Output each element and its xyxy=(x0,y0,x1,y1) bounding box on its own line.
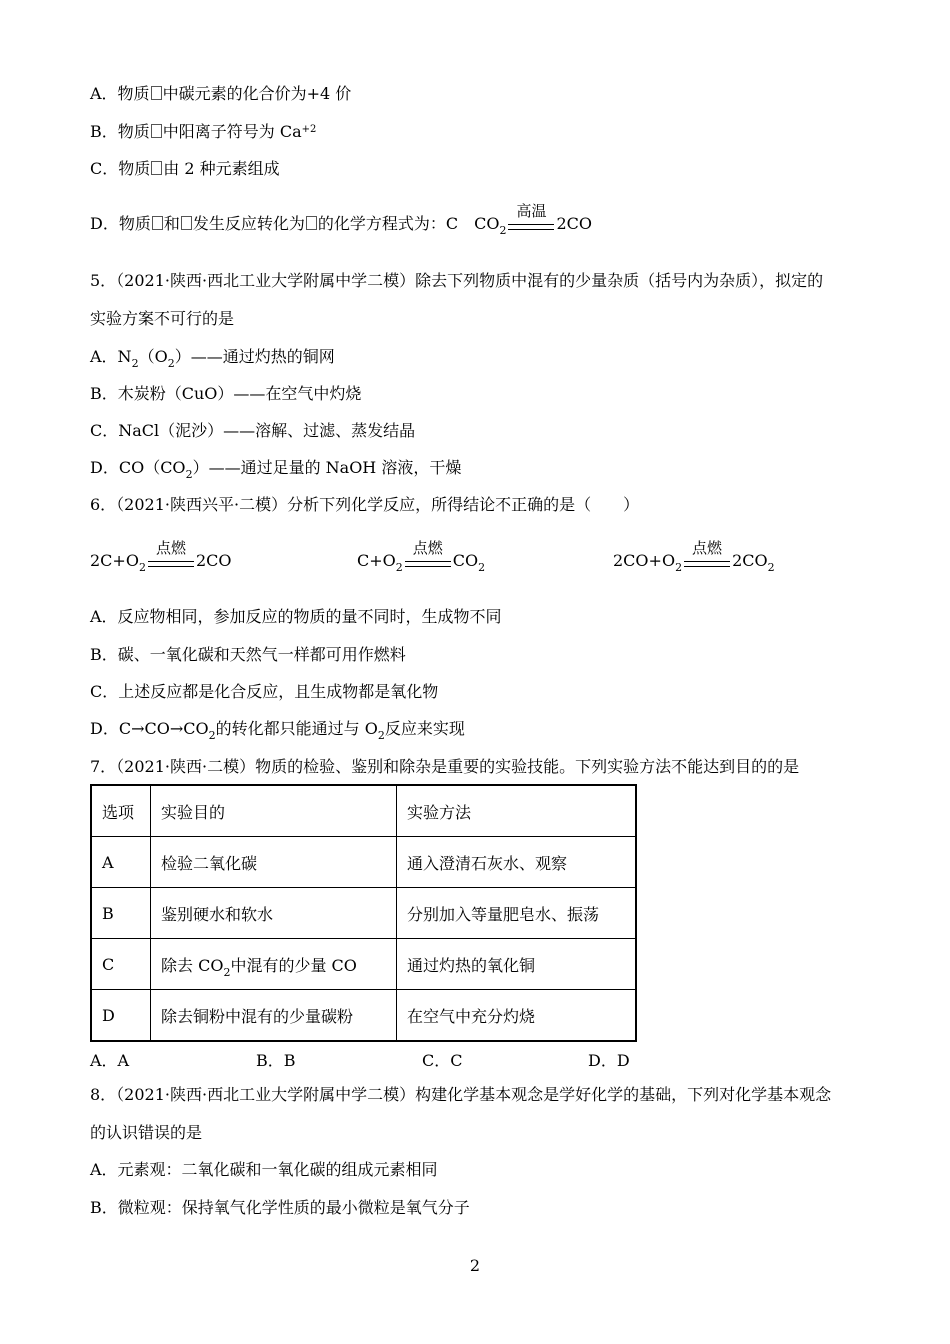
q6-equation-3: $2CO+O_2$ 点燃 $2CO_2$ xyxy=(613,538,775,574)
q6-option-b: B．碳、一氧化碳和天然气一样都可用作燃料 xyxy=(90,645,406,664)
q5-stem-line2: 实验方案不可行的是 xyxy=(90,309,235,328)
table-cell: A xyxy=(91,837,151,888)
table-cell: B xyxy=(91,888,151,939)
q6-option-c: C．上述反应都是化合反应，且生成物都是氧化物 xyxy=(90,682,439,701)
table-cell: 通过灼热的氧化铜 xyxy=(397,939,637,990)
table-cell: 除去 $CO_2$中混有的少量 CO xyxy=(151,939,397,990)
q6-equation-1: $2C+O_2$ 点燃 2CO xyxy=(90,538,232,574)
unknown-substance-box xyxy=(152,216,163,230)
table-cell: 分别加入等量肥皂水、振荡 xyxy=(397,888,637,939)
table-row xyxy=(91,939,636,990)
table-cell: C xyxy=(91,939,151,990)
q5-option-b: B．木炭粉（CuO）——在空气中灼烧 xyxy=(90,384,362,403)
reaction-condition: 点燃 xyxy=(684,552,730,572)
q4-option-c: C．物质 由 2 种元素组成 xyxy=(90,159,280,178)
reaction-condition: 点燃 xyxy=(148,552,194,572)
table-header-cell: 选项 xyxy=(91,785,151,837)
page-number: 2 xyxy=(469,1256,481,1275)
q8-stem-line1: 8．（2021·陕西·西北工业大学附属中学二模）构建化学基本观念是学好化学的基础，下列对化学基本观念 xyxy=(90,1085,832,1104)
q6-option-d: D．$C\to CO\to CO_2$的转化都只能通过与 $O_2$反应来实现 xyxy=(90,719,465,742)
table-cell: 鉴别硬水和软水 xyxy=(151,888,397,939)
q6-option-a: A．反应物相同，参加反应的物质的量不同时，生成物不同 xyxy=(90,607,502,626)
q7-option-a: A．A xyxy=(90,1051,130,1070)
q7-stem: 7．（2021·陕西·二模）物质的检验、鉴别和除杂是重要的实验技能。下列实验方法不能达到目的的是 xyxy=(90,757,800,776)
table-cell: 除去铜粉中混有的少量碳粉 xyxy=(151,990,397,1042)
q4-option-b: B．物质 中阳离子符号为 $Ca^{+2}$ xyxy=(90,122,317,141)
table-cell: 检验二氧化碳 xyxy=(151,837,397,888)
reaction-condition: 点燃 xyxy=(405,552,451,572)
table-cell: 通入澄清石灰水、观察 xyxy=(397,837,637,888)
table-header-row xyxy=(91,785,636,837)
q4-option-a: A．物质 中碳元素的化合价为+4 价 xyxy=(90,84,352,103)
unknown-substance-box xyxy=(151,124,162,138)
unknown-substance-box xyxy=(151,86,162,100)
table-cell: 在空气中充分灼烧 xyxy=(397,990,637,1042)
q7-option-d: D．D xyxy=(588,1051,630,1070)
q7-table xyxy=(90,784,637,1042)
q5-stem-line1: 5．（2021·陕西·西北工业大学附属中学二模）除去下列物质中混有的少量杂质（括号内为杂质），拟定的 xyxy=(90,271,824,290)
table-row xyxy=(91,837,636,888)
q5-option-c: C．NaCl（泥沙）——溶解、过滤、蒸发结晶 xyxy=(90,421,416,440)
q8-option-a: A．元素观：二氧化碳和一氧化碳的组成元素相同 xyxy=(90,1160,438,1179)
q4-option-d: D．物质 和 发生反应转化为 的化学方程式为：C $CO_2$ 高温 2CO xyxy=(90,201,593,237)
table-header-cell: 实验目的 xyxy=(151,785,397,837)
unknown-substance-box xyxy=(181,216,192,230)
q7-option-c: C．C xyxy=(422,1051,463,1070)
q7-option-b: B．B xyxy=(256,1051,296,1070)
q5-option-d: D．$CO(CO_2)——$通过足量的 NaOH 溶液，干燥 xyxy=(90,458,462,481)
table-row xyxy=(91,990,636,1042)
table-cell: D xyxy=(91,990,151,1042)
unknown-substance-box xyxy=(306,216,317,230)
q8-stem-line2: 的认识错误的是 xyxy=(90,1123,203,1142)
table-row xyxy=(91,888,636,939)
reaction-condition: 高温 xyxy=(508,215,554,235)
q5-option-a: A．$N_2(O_2)——$通过灼热的铜网 xyxy=(90,347,335,370)
table-header-cell: 实验方法 xyxy=(397,785,637,837)
q6-equation-2: $C+O_2$ 点燃 $CO_2$ xyxy=(357,538,486,574)
q6-stem: 6．（2021·陕西兴平·二模）分析下列化学反应，所得结论不正确的是（ ） xyxy=(90,495,640,514)
q8-option-b: B．微粒观：保持氧气化学性质的最小微粒是氧气分子 xyxy=(90,1198,470,1217)
unknown-substance-box xyxy=(151,161,162,175)
